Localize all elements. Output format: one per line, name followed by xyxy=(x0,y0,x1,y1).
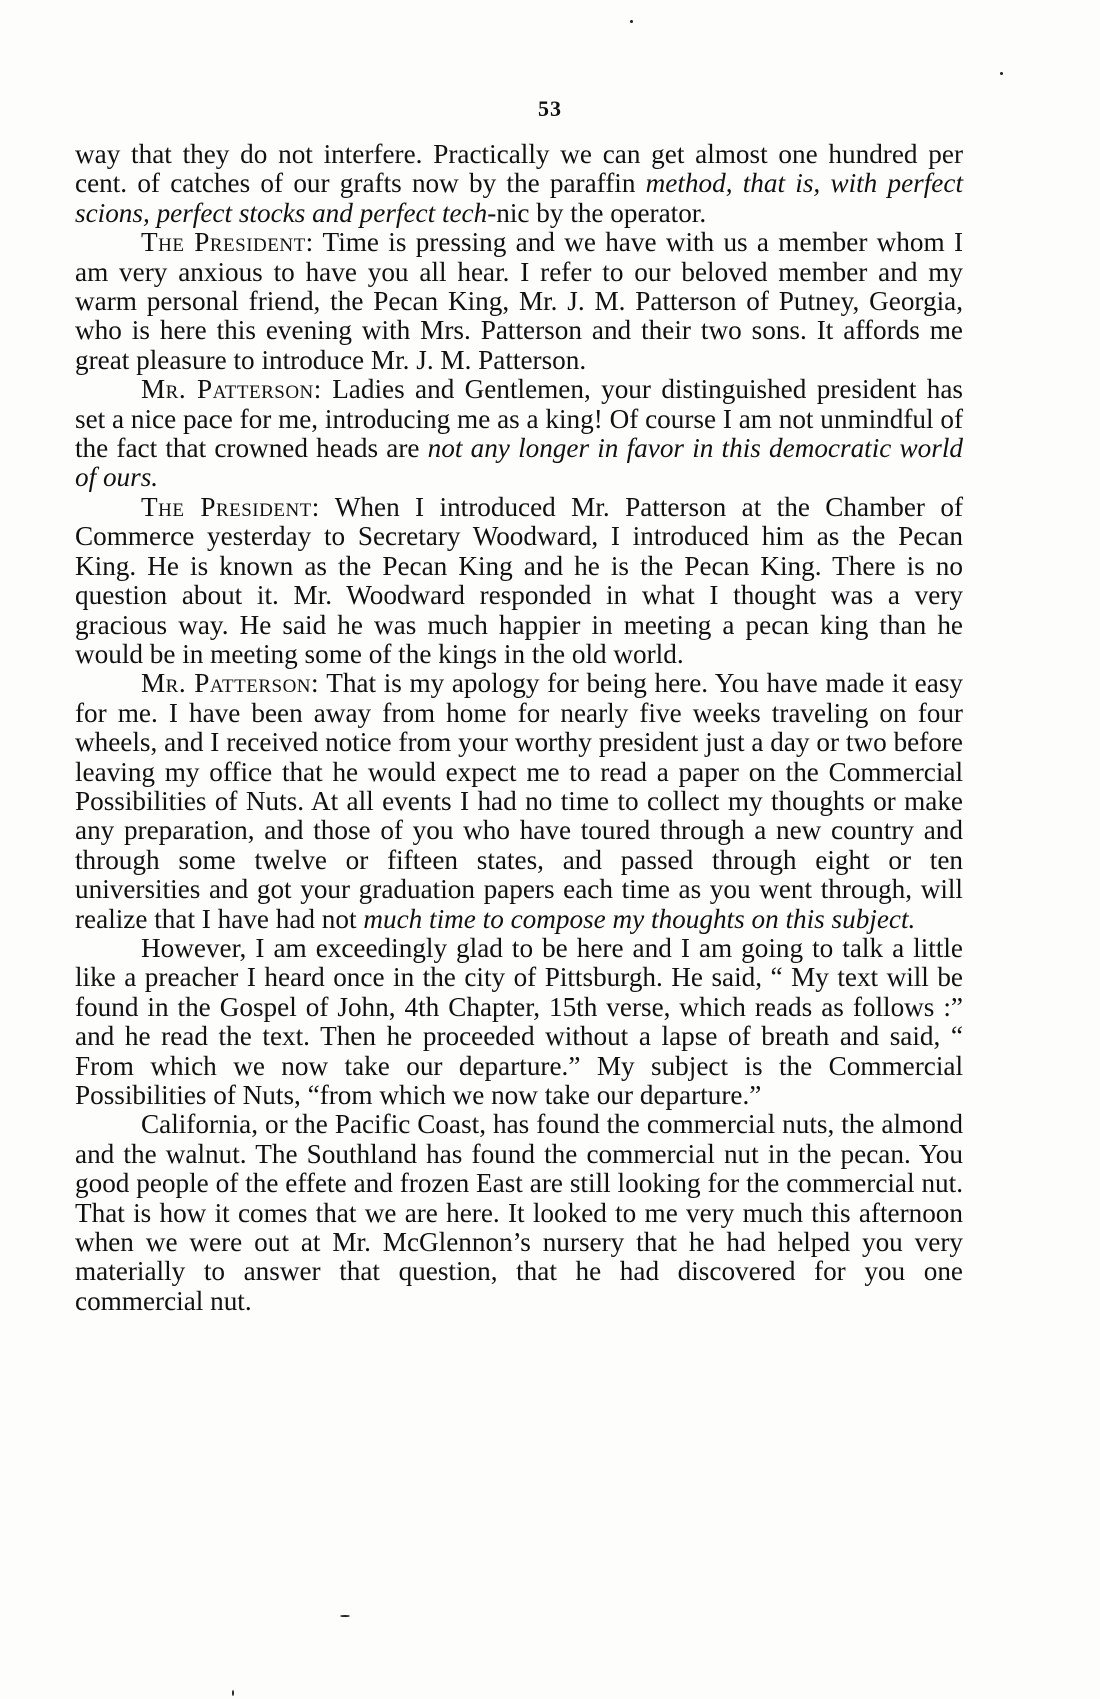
paragraph-1-tail: nic by the operator. xyxy=(496,197,707,228)
paragraph-6 xyxy=(75,934,963,1110)
paragraph-4-text: When I introduced Mr. Patterson at the Chamber of Commerce yesterday to Secretary Woodward, I introduced him as the Pecan King. He is known as the Pecan King and he is the Pecan King. There is no question about it. Mr. Woodward responded in what I thought was a very gracious way. He said he was much happier in meeting a pecan king than he would be in meeting some of the kings in the old world. xyxy=(75,491,964,669)
speaker-label: Mr. Patterson: xyxy=(141,374,322,405)
speaker-label: The President: xyxy=(141,227,314,258)
paragraph-1-italic: method, that is, with perfect scions, perfect stocks and perfect tech- xyxy=(75,168,963,228)
paragraph-2 xyxy=(75,228,963,375)
paragraph-5-text: That is my apology for being here. You have made it easy for me. I have been away from home for nearly five weeks traveling on four wheels, and I received notice from your worthy president just a day or two before leaving my office that he would expect me to read a paper on the Commercial Possibilities of Nuts. At all events I had no time to collect my thoughts or make any preparation, and those of you who have toured through a new country and through some twelve or fifteen states, and passed through eight or ten universities and got your graduation papers each time as you went through, will realize that I have had not xyxy=(75,668,963,934)
paragraph-5 xyxy=(75,669,963,934)
scan-speck xyxy=(630,20,633,23)
page-number: 53 xyxy=(538,96,562,121)
scan-speck xyxy=(232,1690,234,1696)
paragraph-4 xyxy=(75,493,963,669)
text-body xyxy=(75,140,963,1316)
paragraph-1 xyxy=(75,140,963,228)
paragraph-1-text: way that they do not interfere. Practically we can get almost one hundred per cent. of catches of our grafts now by the paraffin xyxy=(75,139,963,199)
scan-speck xyxy=(340,1615,350,1617)
paragraph-3-text: Ladies and Gentlemen, your distinguished president has set a nice pace for me, introducing me as a king! Of course I am not unmindful of the fact that crowned heads are xyxy=(75,374,963,464)
paragraph-2-text: Time is pressing and we have with us a member whom I am very anxious to have you all hear. I refer to our beloved member and my warm personal friend, the Pecan King, Mr. J. M. Patterson of Putney, Georgia, who is here this evening with Mrs. Patterson and their two sons. It affords me great pleasure to introduce Mr. J. M. Patterson. xyxy=(75,227,963,375)
paragraph-5-italic: much time to compose my thoughts on this subject. xyxy=(363,903,916,934)
paragraph-7 xyxy=(75,1110,963,1316)
scan-speck xyxy=(1000,72,1003,75)
paragraph-6-text: However, I am exceedingly glad to be here and I am going to talk a little like a preacher I heard once in the city of Pittsburgh. He said, “ My text will be found in the Gospel of John, 4th Chapter, 15th verse, which reads as follows :” and he read the text. Then he proceeded without a lapse of breath and said, “ From which we now take our departure.” My subject is the Commercial Possibilities of Nuts, “from which we now take our departure.” xyxy=(75,932,963,1110)
speaker-label: Mr. Patterson: xyxy=(141,668,320,699)
paragraph-3 xyxy=(75,375,963,493)
paragraph-7-text: California, or the Pacific Coast, has found the commercial nuts, the almond and the walnut. The Southland has found the commercial nut in the pecan. You good people of the effete and frozen East are still looking for the commercial nut. That is how it comes that we are here. It looked to me very much this afternoon when we were out at Mr. McGlennon’s nursery that he had helped you very materially to answer that question, that he had discovered for you one commercial nut. xyxy=(75,1109,963,1316)
speaker-label: The President: xyxy=(141,491,320,522)
paragraph-3-italic: not any longer in favor in this democratic world of ours. xyxy=(75,433,964,493)
